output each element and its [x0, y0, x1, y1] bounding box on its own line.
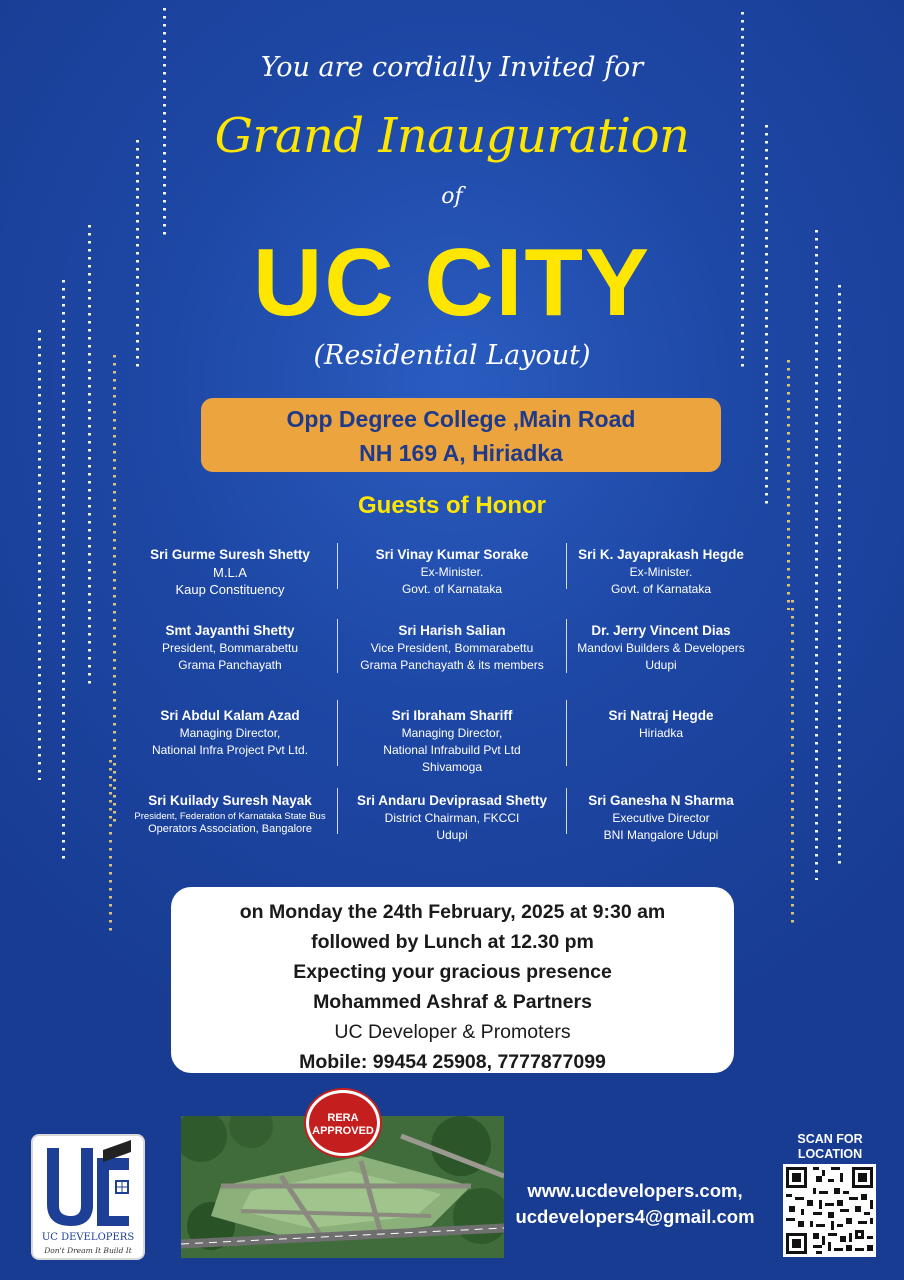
column-divider [337, 619, 338, 673]
logo-company-name: UC DEVELOPERS [41, 1232, 135, 1243]
guest-card [561, 546, 761, 598]
scan-label-2: LOCATION [797, 1147, 863, 1161]
guest-title: Udupi [436, 828, 468, 842]
guest-card [561, 622, 761, 674]
guest-name: Sri Ganesha N Sharma [588, 793, 734, 808]
guest-card [130, 792, 330, 836]
guest-title: Govt. of Karnataka [401, 582, 503, 596]
guest-card [352, 707, 552, 776]
guest-title: Hiriadka [638, 726, 683, 740]
badge-line-2: APPROVED [312, 1125, 374, 1137]
guest-title: Grama Panchayath & its members [360, 658, 544, 672]
column-divider [337, 788, 338, 834]
address-box [201, 398, 721, 472]
address-line-2: NH 169 A, Hiriadka [359, 440, 563, 466]
guests-heading: Guests of Honor [357, 492, 546, 519]
guest-title: Govt. of Karnataka [610, 582, 712, 596]
guest-title: Mandovi Builders & Developers [577, 641, 745, 655]
guest-title: Managing Director, [401, 726, 503, 740]
uc-developers-logo [33, 1136, 143, 1258]
website-text: www.ucdevelopers.com, [527, 1180, 743, 1201]
host-name: Mohammed Ashraf & Partners [313, 991, 592, 1013]
column-divider [337, 543, 338, 589]
badge-line-1: RERA [327, 1112, 359, 1124]
location-qr-code [783, 1164, 876, 1257]
scan-label-1: SCAN FOR [797, 1132, 863, 1146]
mobile-numbers: Mobile: 99454 25908, 7777877099 [299, 1051, 606, 1073]
guest-title: Operators Association, Bangalore [148, 823, 312, 835]
email-text: ucdevelopers4@gmail.com [515, 1206, 755, 1227]
guest-name: Sri Ibraham Shariff [391, 708, 513, 723]
rera-approved-badge [306, 1090, 380, 1156]
address-line-1: Opp Degree College ,Main Road [286, 406, 636, 432]
of-text: of [441, 184, 463, 209]
event-date-time: on Monday the 24th February, 2025 at 9:30 am [239, 901, 666, 923]
guest-name: Sri Kuilady Suresh Nayak [148, 793, 312, 808]
guest-title: National Infra Project Pvt Ltd. [151, 743, 309, 757]
guest-card [352, 622, 552, 674]
guest-card [561, 792, 761, 844]
guest-title: M.L.A [213, 565, 247, 580]
guest-title: National Infrabuild Pvt Ltd [383, 743, 521, 757]
guest-name: Smt Jayanthi Shetty [165, 623, 295, 638]
guest-name: Sri Vinay Kumar Sorake [375, 547, 529, 562]
lunch-time: followed by Lunch at 12.30 pm [311, 931, 594, 953]
project-title: UC CITY [253, 229, 651, 336]
project-type: (Residential Layout) [313, 340, 591, 371]
guest-card [130, 622, 330, 674]
guest-title: Executive Director [612, 811, 710, 825]
guest-title: BNI Mangalore Udupi [603, 828, 719, 842]
guest-card [130, 707, 330, 759]
guest-name: Dr. Jerry Vincent Dias [591, 623, 731, 638]
guest-card [561, 707, 761, 742]
guest-title: President, Federation of Karnataka State Bus [134, 811, 326, 822]
guest-card [352, 792, 552, 844]
guest-title: Grama Panchayath [178, 658, 282, 672]
guest-name: Sri Abdul Kalam Azad [160, 708, 300, 723]
guest-title: President, Bommarabettu [161, 641, 299, 655]
guest-card [352, 546, 552, 598]
guest-card [130, 546, 330, 598]
guest-title: Kaup Constituency [175, 582, 285, 597]
event-details-box [171, 887, 734, 1073]
guest-name: Sri Harish Salian [398, 623, 506, 638]
qr-code-icon [783, 1164, 876, 1257]
guest-title: Ex-Minister. [420, 565, 484, 579]
uc-building-icon [33, 1136, 143, 1232]
guest-title: Managing Director, [179, 726, 281, 740]
guest-name: Sri Natraj Hegde [608, 708, 714, 723]
guest-title: Udupi [645, 658, 677, 672]
invite-line: You are cordially Invited for [260, 52, 644, 83]
guest-title: Vice President, Bommarabettu [370, 641, 534, 655]
guest-title: District Chairman, FKCCI [384, 811, 520, 825]
guest-name: Sri Gurme Suresh Shetty [150, 547, 310, 562]
logo-tagline: Don't Dream It Build It [44, 1246, 132, 1255]
guest-title: Shivamoga [421, 760, 483, 774]
guest-name: Sri K. Jayaprakash Hegde [578, 547, 744, 562]
company-name: UC Developer & Promoters [334, 1021, 571, 1043]
expecting-text: Expecting your gracious presence [293, 961, 612, 983]
guest-title: Ex-Minister. [629, 565, 693, 579]
column-divider [337, 700, 338, 766]
event-title: Grand Inauguration [214, 108, 690, 164]
guest-name: Sri Andaru Deviprasad Shetty [356, 793, 548, 808]
